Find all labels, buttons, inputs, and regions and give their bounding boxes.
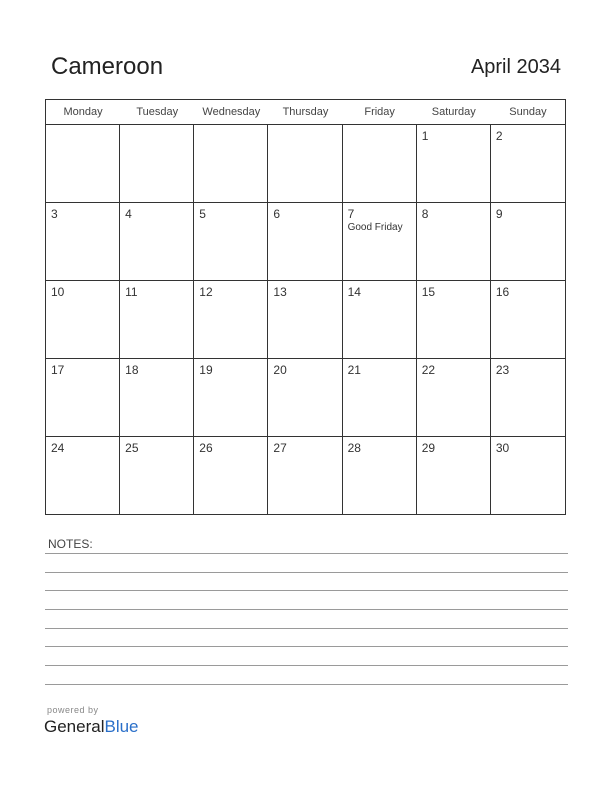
brand-logo[interactable]: [44, 717, 139, 737]
day-number: 19: [199, 363, 213, 377]
day-number: 15: [421, 285, 436, 299]
weekday-tuesday: Tuesday: [136, 106, 179, 118]
day-cell: [417, 125, 491, 202]
day-number: 22: [421, 363, 436, 377]
day-cell: [491, 281, 565, 358]
day-number: 13: [273, 285, 287, 299]
day-cell: [194, 359, 268, 436]
day-cell: [194, 437, 268, 514]
week-row: [46, 203, 565, 281]
day-cell: [491, 125, 565, 202]
day-cell: [268, 125, 342, 202]
weekday-saturday: Saturday: [431, 106, 476, 118]
day-cell: [194, 125, 268, 202]
day-number: 5: [199, 207, 206, 221]
weekday-friday: Friday: [364, 106, 395, 118]
day-cell: [343, 125, 417, 202]
week-row: [46, 281, 565, 359]
day-cell: [417, 359, 491, 436]
brand-blue: Blue: [104, 717, 139, 736]
note-line: [45, 665, 568, 666]
day-cell: [417, 281, 491, 358]
note-line: [45, 646, 568, 647]
day-cell: [491, 203, 565, 280]
day-cell: [120, 281, 194, 358]
day-cell: [343, 281, 417, 358]
day-cell: [120, 203, 194, 280]
week-row: [46, 359, 565, 437]
day-number: 20: [273, 363, 287, 377]
day-number: 4: [125, 207, 132, 221]
day-number: 29: [421, 441, 436, 455]
day-number: 12: [199, 285, 213, 299]
note-line: [45, 609, 568, 610]
day-number: 30: [495, 441, 510, 455]
country-title: Cameroon: [51, 53, 164, 80]
calendar-grid: [45, 99, 566, 515]
day-number: 25: [125, 441, 139, 455]
day-number: 17: [51, 363, 65, 377]
weekday-wednesday: Wednesday: [202, 106, 261, 118]
day-number: 28: [347, 441, 361, 455]
day-cell: [268, 203, 342, 280]
day-cell: [417, 437, 491, 514]
note-line: [45, 684, 568, 685]
day-number: 3: [51, 207, 58, 221]
week-row: [46, 437, 565, 514]
day-number: 11: [125, 285, 138, 299]
day-cell: [194, 203, 268, 280]
note-line: [45, 572, 568, 573]
day-number: 7: [347, 207, 355, 221]
day-number: 9: [495, 207, 503, 221]
brand-general: General: [44, 717, 105, 736]
notes-label: NOTES:: [48, 537, 93, 551]
day-cell: [417, 203, 491, 280]
day-cell: [343, 203, 417, 280]
day-number: 14: [347, 285, 361, 299]
day-cell: [343, 359, 417, 436]
powered-by-text: powered by: [47, 705, 99, 715]
month-title: April 2034: [470, 56, 561, 78]
day-cell: [46, 437, 120, 514]
day-cell: [194, 281, 268, 358]
day-number: 16: [495, 285, 510, 299]
day-number: 26: [199, 441, 213, 455]
day-cell: [120, 125, 194, 202]
day-number: 2: [495, 129, 503, 143]
note-line: [45, 590, 568, 591]
day-number: 21: [347, 363, 361, 377]
day-number: 8: [421, 207, 429, 221]
holiday-label: Good Friday: [347, 222, 403, 233]
day-number: 10: [51, 285, 65, 299]
day-cell: [120, 359, 194, 436]
day-cell: [46, 203, 120, 280]
day-cell: [343, 437, 417, 514]
day-number: 6: [273, 207, 281, 221]
note-line: [45, 628, 568, 629]
week-row: [46, 125, 565, 203]
day-number: 1: [421, 129, 429, 143]
day-cell: [46, 359, 120, 436]
weekday-sunday: Sunday: [509, 106, 547, 118]
weekday-thursday: Thursday: [282, 106, 329, 118]
day-number: 24: [51, 441, 65, 455]
day-cell: [46, 125, 120, 202]
day-number: 23: [495, 363, 510, 377]
day-cell: [268, 437, 342, 514]
day-cell: [268, 281, 342, 358]
day-cell: [268, 359, 342, 436]
day-cell: [46, 281, 120, 358]
day-cell: [491, 437, 565, 514]
day-cell: [120, 437, 194, 514]
note-line: [45, 553, 568, 554]
day-number: 18: [125, 363, 139, 377]
weekday-monday: Monday: [63, 106, 103, 118]
day-number: 27: [273, 441, 287, 455]
day-cell: [491, 359, 565, 436]
weekday-header-row: [46, 100, 565, 125]
